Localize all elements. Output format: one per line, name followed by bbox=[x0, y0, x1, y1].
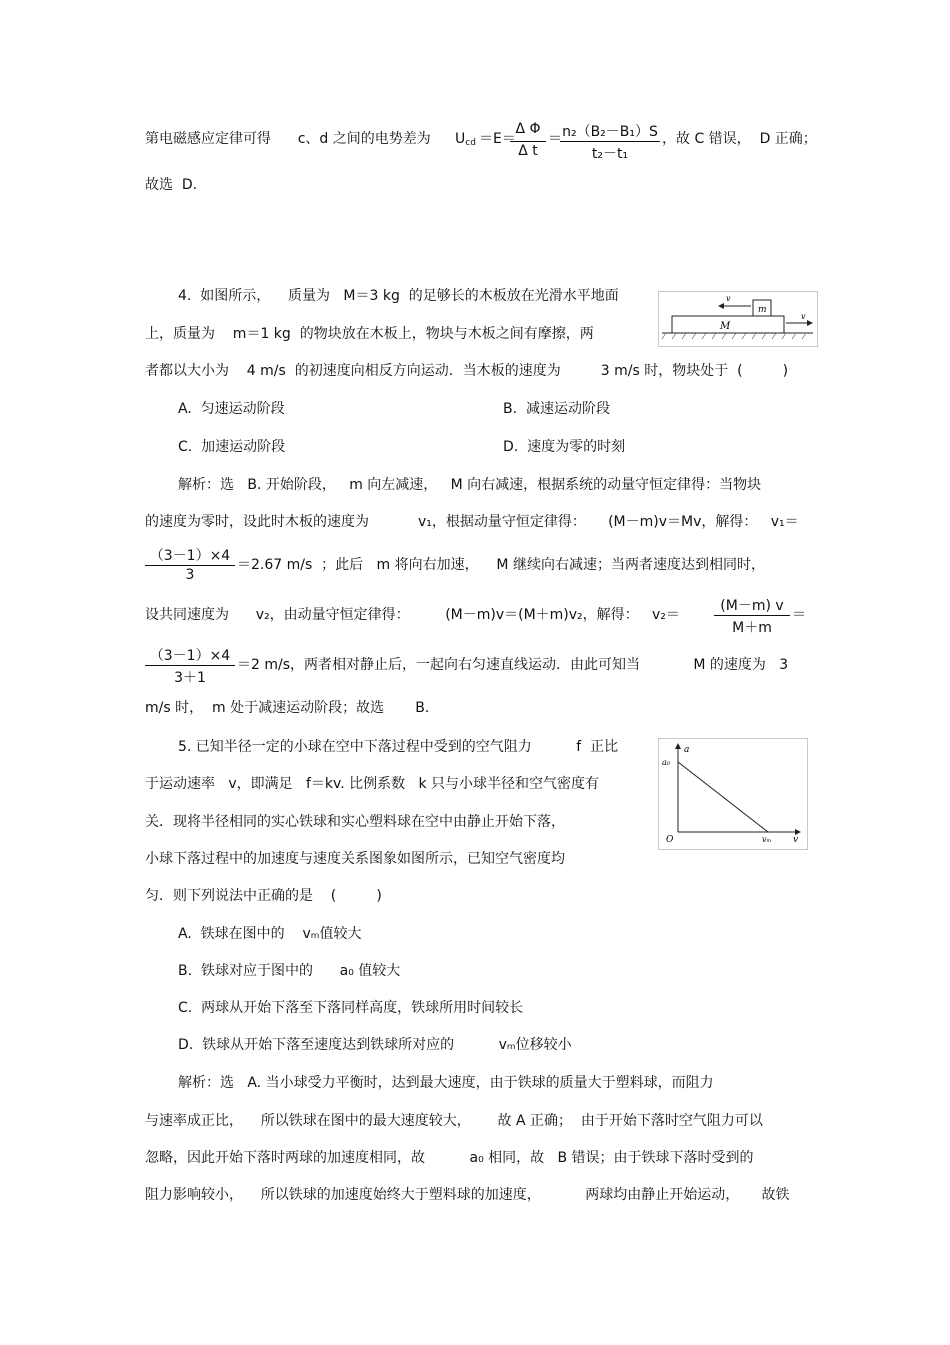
fraction-1-numerator: Δ Φ bbox=[515, 121, 541, 137]
ucd-symbol: $U_{cd}$ bbox=[455, 131, 476, 148]
q4-fig-v-left: v bbox=[726, 294, 731, 303]
q5-graph bbox=[658, 738, 808, 850]
fraction-1-denominator: Δ t bbox=[518, 143, 538, 159]
q4-answer-5: ＝2 m/s，两者相对静止后，一起向右匀速直线运动．由此可知当 M 的速度为 3 bbox=[237, 657, 789, 673]
top-line-1: 第电磁感应定律可得 c、d 之间的电势差为 bbox=[145, 131, 431, 147]
fraction-3-bar bbox=[145, 565, 235, 566]
q4-figure bbox=[658, 291, 818, 347]
top-line-2: 故选 D. bbox=[145, 177, 198, 193]
fraction-5-numerator: （3－1）×4 bbox=[149, 648, 231, 664]
q5-x-label: v bbox=[793, 835, 799, 845]
q4-fig-M: M bbox=[720, 321, 731, 332]
q4-option-d: D. 速度为零的时刻 bbox=[503, 439, 626, 455]
fraction-5-denominator: 3＋1 bbox=[174, 670, 206, 686]
q4-option-b: B. 减速运动阶段 bbox=[503, 401, 610, 417]
q4-answer-1: 解析：选 B. 开始阶段， m 向左减速， M 向右减速，根据系统的动量守恒定律得：当物块 bbox=[178, 477, 762, 493]
q5-answer-3: 忽略，因此开始下落时两球的加速度相同，故 a₀ 相同，故 B 错误；由于铁球下落时受到的 bbox=[145, 1150, 754, 1166]
fraction-2-numerator: n₂（B₂－B₁）S bbox=[562, 124, 658, 140]
fraction-4-denominator: M＋m bbox=[732, 620, 772, 636]
q4-fig-v-right: v bbox=[801, 312, 806, 321]
fraction-1-bar bbox=[510, 141, 546, 142]
fraction-2-bar bbox=[560, 141, 660, 142]
q5-origin: O bbox=[666, 835, 674, 845]
q5-option-d: D. 铁球从开始下落至速度达到铁球所对应的 vₘ位移较小 bbox=[178, 1037, 572, 1053]
q4-answer-4-post: ＝ bbox=[792, 607, 806, 623]
a-v-line bbox=[678, 762, 768, 832]
fraction-2-denominator: t₂－t₁ bbox=[591, 146, 629, 162]
q4-option-a: A. 匀速运动阶段 bbox=[178, 401, 285, 417]
top-line-1-post: ，故 C 错误， D 正确； bbox=[662, 131, 817, 147]
q5-y-label: a bbox=[684, 745, 690, 755]
fraction-4-numerator: (M－m) v bbox=[720, 598, 784, 614]
q5-answer-4: 阻力影响较小， 所以铁球的加速度始终大于塑料球的加速度， 两球均由静止开始运动， 故铁 bbox=[145, 1187, 790, 1203]
q5-answer-1: 解析：选 A. 当小球受力平衡时，达到最大速度，由于铁球的质量大于塑料球，而阻力 bbox=[178, 1075, 714, 1091]
q4-line-1: 4. 如图所示， 质量为 M＝3 kg 的足够长的木板放在光滑水平地面 bbox=[178, 288, 619, 304]
q5-vm-label: vₘ bbox=[762, 835, 772, 844]
q4-answer-2: 的速度为零时，设此时木板的速度为 v₁，根据动量守恒定律得： (M－m)v＝Mv，解得： v₁＝ bbox=[145, 514, 799, 530]
fraction-3-denominator: 3 bbox=[185, 567, 195, 583]
q4-line-2: 上，质量为 m＝1 kg 的物块放在木板上，物块与木板之间有摩擦，两 bbox=[145, 326, 594, 342]
fraction-3-numerator: （3－1）×4 bbox=[149, 548, 231, 564]
q5-line-3: 关．现将半径相同的实心铁球和实心塑料球在空中由静止开始下落， bbox=[145, 814, 565, 830]
q5-line-4: 小球下落过程中的加速度与速度关系图象如图所示，已知空气密度均 bbox=[145, 851, 565, 867]
q5-option-b: B. 铁球对应于图中的 a₀ 值较大 bbox=[178, 963, 401, 979]
q5-a0-label: a₀ bbox=[662, 758, 670, 767]
q5-option-a: A. 铁球在图中的 vₘ值较大 bbox=[178, 926, 362, 942]
eq-e: ＝E＝ bbox=[479, 131, 516, 147]
q5-line-5: 匀．则下列说法中正确的是 ( ) bbox=[145, 888, 382, 904]
q4-fig-m: m bbox=[758, 305, 767, 315]
q4-line-3: 者都以大小为 4 m/s 的初速度向相反方向运动．当木板的速度为 3 m/s 时，物块处于 ( ) bbox=[145, 363, 789, 379]
fraction-5-bar bbox=[145, 665, 235, 666]
q4-answer-3: ＝2.67 m/s ；此后 m 将向右加速， M 继续向右减速；当两者速度达到相同时， bbox=[237, 557, 765, 573]
q4-answer-6: m/s 时， m 处于减速运动阶段；故选 B. bbox=[145, 700, 430, 716]
eq-2: ＝ bbox=[548, 131, 562, 147]
q5-answer-2: 与速率成正比， 所以铁球在图中的最大速度较大， 故 A 正确； 由于开始下落时空气阻力可以 bbox=[145, 1113, 763, 1129]
q5-option-c: C. 两球从开始下落至下落同样高度，铁球所用时间较长 bbox=[178, 1000, 524, 1016]
q4-answer-4: 设共同速度为 v₂，由动量守恒定律得： (M－m)v＝(M＋m)v₂，解得： v₂＝ bbox=[145, 607, 680, 623]
fraction-4-bar bbox=[714, 615, 790, 616]
q4-option-c: C. 加速运动阶段 bbox=[178, 439, 286, 455]
q5-line-1: 5. 已知半径一定的小球在空中下落过程中受到的空气阻力 f 正比 bbox=[178, 739, 619, 755]
q5-line-2: 于运动速率 v，即满足 f＝kv. 比例系数 k 只与小球半径和空气密度有 bbox=[145, 776, 600, 792]
